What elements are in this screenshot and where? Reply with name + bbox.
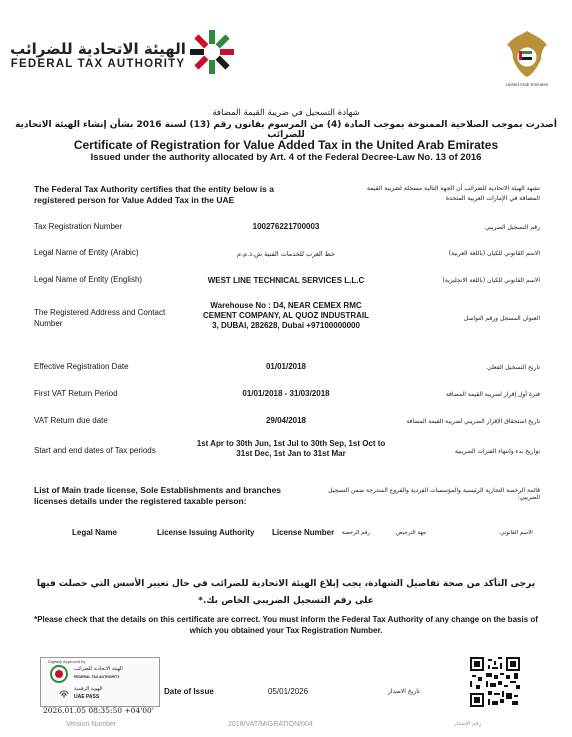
certifies-statement-arabic: تشهد الهيئة الاتحادية للضرائب أن الجهة التالية مسجلة لضريبة القيمة المضافة في الإمارات العربية المتحدة: [366, 185, 540, 202]
row-value-due-date: 29/04/2018: [265, 416, 307, 425]
row-label-trn: Tax Registration Number: [34, 222, 123, 231]
row-label-first-return: First VAT Return Period: [34, 389, 118, 398]
row-label-effective-date: Effective Registration Date: [34, 362, 129, 371]
row-arabic-first-return: فترة أول إقرار لضريبة القيمة المضافة: [445, 391, 540, 398]
uae-pass-arabic: الهوية الرقمية: [74, 686, 103, 692]
row-arabic-due-date: تاريخ استحقاق الإقرار الضريبي لضريبة القيمة المضافة: [406, 418, 540, 425]
notice-english: *Please check that the details on this certificate are correct. You must inform the Federal Tax Authority of any change on the basis of which you obtained your Tax Registration Number.: [34, 615, 538, 635]
notice-arabic: يرجى التأكد من صحة تفاصيل الشهادة، يجب إبلاغ الهيئة الاتحادية للضرائب في حال تغيير الأسس التي حصلت فيها على رقم التسجيل الضريبي الخاص بك.*: [36, 579, 536, 606]
column-legal-name-arabic: الاسم القانوني: [500, 530, 533, 536]
licenses-heading-arabic: قائمة الرخصة التجارية الرئيسية والمؤسسات الفردية والفروع المندرجة ضمن التسجيل الضريبي:: [328, 487, 540, 501]
row-value-tax-periods: 1st Apr to 30th Jun, 1st Jul to 30th Sep, 1st Oct to 31st Dec, 1st Jan to 31st Mar: [196, 439, 386, 458]
title-english-line1: Certificate of Registration for Value Added Tax in the United Arab Emirates: [73, 138, 499, 152]
date-of-issue-arabic: تاريخ الاصدار: [388, 688, 420, 695]
row-value-trn: 100276221700003: [252, 222, 320, 231]
column-issuing-authority: License Issuing Authority: [157, 528, 255, 537]
title-arabic-line2: أصدرت بموجب الصلاحية الممنوحة بموجب المادة (4) من المرسوم بقانون رقم (13) لسنة 2016 بشأن إنشاء الهيئة الاتحادية للضرائب: [15, 120, 557, 140]
row-arabic-name-ar: الاسم القانوني للكيان (باللغة العربية): [448, 250, 540, 257]
seal-org-english: FEDERAL TAX AUTHORITY: [74, 675, 120, 679]
row-arabic-trn: رقم التسجيل الضريبي: [485, 224, 540, 231]
row-arabic-effective-date: تاريخ التسجيل الفعلي: [486, 364, 540, 371]
row-label-due-date: VAT Return due date: [34, 416, 108, 425]
row-value-name-ar: خط الغرب للخدمات الفنية ش.ذ.م.م: [237, 250, 335, 258]
certifies-statement-english: The Federal Tax Authority certifies that the entity below is a registered person for Value Added Tax in the UAE: [34, 184, 274, 205]
seal-org-arabic: الهيئة الاتحادية للضرائب: [74, 666, 123, 672]
qr-code-icon: [470, 657, 520, 707]
row-value-address: Warehouse No : D4, NEAR CEMEX RMC CEMENT COMPANY, AL QUOZ INDUSTRAIL 3, DUBAI, 282628, Dubai +97100000000: [202, 301, 370, 330]
column-license-number: License Number: [272, 528, 335, 537]
row-label-tax-periods: Start and end dates of Tax periods: [34, 446, 156, 455]
row-arabic-address: العنوان المسجل ورقم التواصل: [463, 315, 540, 322]
row-label-name-en: Legal Name of Entity (English): [34, 275, 143, 284]
row-value-first-return: 01/01/2018 - 31/03/2018: [242, 389, 330, 398]
row-label-name-ar: Legal Name of Entity (Arabic): [34, 248, 139, 257]
column-license-number-arabic: رقم الرخصة: [342, 530, 371, 536]
column-issuing-authority-arabic: جهة الترخيص: [396, 530, 427, 536]
row-value-effective-date: 01/01/2018: [265, 362, 307, 371]
title-english-line2: Issued under the authority allocated by Art. 4 of the Federal Decree-Law No. 13 of 2016: [90, 152, 482, 163]
signature-timestamp: 2026.01.05 08:35:50 +04'00': [43, 706, 154, 715]
uae-pass-label: UAE PASS: [74, 694, 100, 700]
licenses-heading-english: List of Main trade license, Sole Establishments and branches licenses details under the registered taxable person:: [34, 485, 282, 506]
uae-emblem-icon: [503, 27, 551, 81]
version-number-label: Version Number: [66, 721, 117, 728]
seal-caption: Digitally Approved by: [48, 659, 86, 664]
row-arabic-tax-periods: تواريخ بدء وانتهاء الفترات الضريبية: [454, 448, 540, 455]
authority-name-english: FEDERAL TAX AUTHORITY: [10, 58, 186, 70]
uae-pass-fingerprint-icon: [58, 686, 70, 700]
title-arabic-line1: شهادة التسجيل في ضريبة القيمة المضافة: [212, 108, 360, 118]
fta-logo-icon: [187, 27, 237, 77]
row-value-name-en: WEST LINE TECHNICAL SERVICES L.L.C: [207, 276, 365, 285]
fta-seal-logo-icon: [46, 664, 72, 684]
row-arabic-name-en: الاسم القانوني للكيان (باللغة الانجليزية): [442, 277, 540, 284]
date-of-issue-value: 05/01/2026: [268, 687, 309, 696]
date-of-issue-label: Date of Issue: [164, 687, 214, 696]
version-number-arabic: رقم الإصدار: [454, 721, 482, 727]
authority-name-arabic: الهيئة الاتحادية للضرائب: [10, 40, 186, 58]
column-legal-name: Legal Name: [72, 528, 117, 537]
version-number-value: 2018/VAT/MIGRATION/004: [228, 721, 313, 728]
emblem-caption: United Arab Emirates: [505, 82, 549, 87]
row-label-address: The Registered Address and Contact Number: [34, 308, 166, 328]
